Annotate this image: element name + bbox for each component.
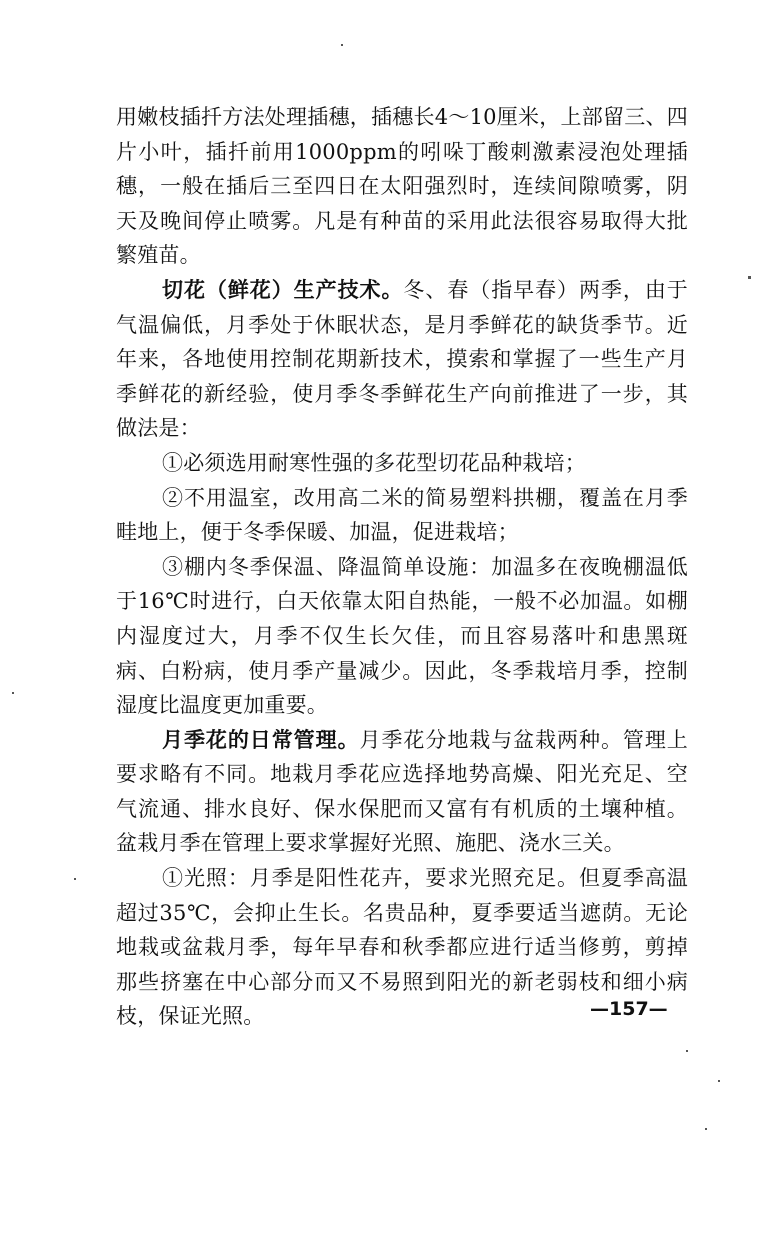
list-item-light: ①光照：月季是阳性花卉，要求光照充足。但夏季高温超过35℃，会抑止生长。名贵品种，夏季要适当遮荫。无论地栽或盆栽月季，每年早春和秋季都应进行适当修剪，剪掉那些挤塞在中心部分而又不易照到阳光的新老弱枝和细小病枝，保证光照。 xyxy=(116,866,688,1029)
section-heading-daily-management: 月季花的日常管理。 xyxy=(162,726,360,752)
paragraph-text: 月季花分地栽与盆栽两种。管理上要求略有不同。地栽月季花应选择地势高燥、阳光充足、空气流通、排水良好、保水保肥而又富有有机质的土壤种植。盆栽月季在管理上要求掌握好光照、施肥、浇水三关。 xyxy=(116,727,688,856)
scan-speck xyxy=(341,44,343,46)
list-item-temperature: ③棚内冬季保温、降温简单设施：加温多在夜晚棚温低于16℃时进行，白天依靠太阳自热能，一般不必加温。如棚内湿度过大，月季不仅生长欠佳，而且容易落叶和患黑斑病、白粉病，使月季产量减少。因此，冬季栽培月季，控制湿度比温度更加重要。 xyxy=(116,554,688,718)
scan-speck xyxy=(74,878,76,880)
paragraph-text: 冬、春（指早春）两季，由于气温偏低，月季处于休眠状态，是月季鲜花的缺货季节。近年来，各地使用控制花期新技术，摸索和掌握了一些生产月季鲜花的新经验，使月季冬季鲜花生产向前推进了一步，其做法是： xyxy=(116,277,688,441)
section-heading-cut-flower: 切花（鲜花）生产技术。 xyxy=(162,276,404,302)
paragraph-cutting-method: 用嫩枝插扦方法处理插穗，插穗长4～10厘米，上部留三、四片小叶，插扦前用1000ppm的吲哚丁酸刺激素浸泡处理插穗，一般在插后三至四日在太阳强烈时，连续间隙喷雾，阴天及晚间停止喷雾。凡是有种苗的采用此法很容易取得大批繁殖苗。 xyxy=(116,105,688,268)
scan-speck xyxy=(748,276,751,279)
page-body xyxy=(116,100,688,1034)
scan-speck xyxy=(686,1050,688,1052)
list-item-variety: ①必须选用耐寒性强的多花型切花品种栽培； xyxy=(162,450,586,475)
paragraph-cut-flower-production xyxy=(116,273,688,446)
paragraph-daily-management xyxy=(116,723,688,861)
scan-speck xyxy=(705,1128,707,1130)
scan-speck xyxy=(12,692,14,694)
list-item-greenhouse: ②不用温室，改用高二米的简易塑料拱棚，覆盖在月季畦地上，便于冬季保暖、加温，促进栽培； xyxy=(116,485,688,545)
page-number: —157— xyxy=(590,998,668,1020)
scan-speck xyxy=(718,1080,720,1082)
